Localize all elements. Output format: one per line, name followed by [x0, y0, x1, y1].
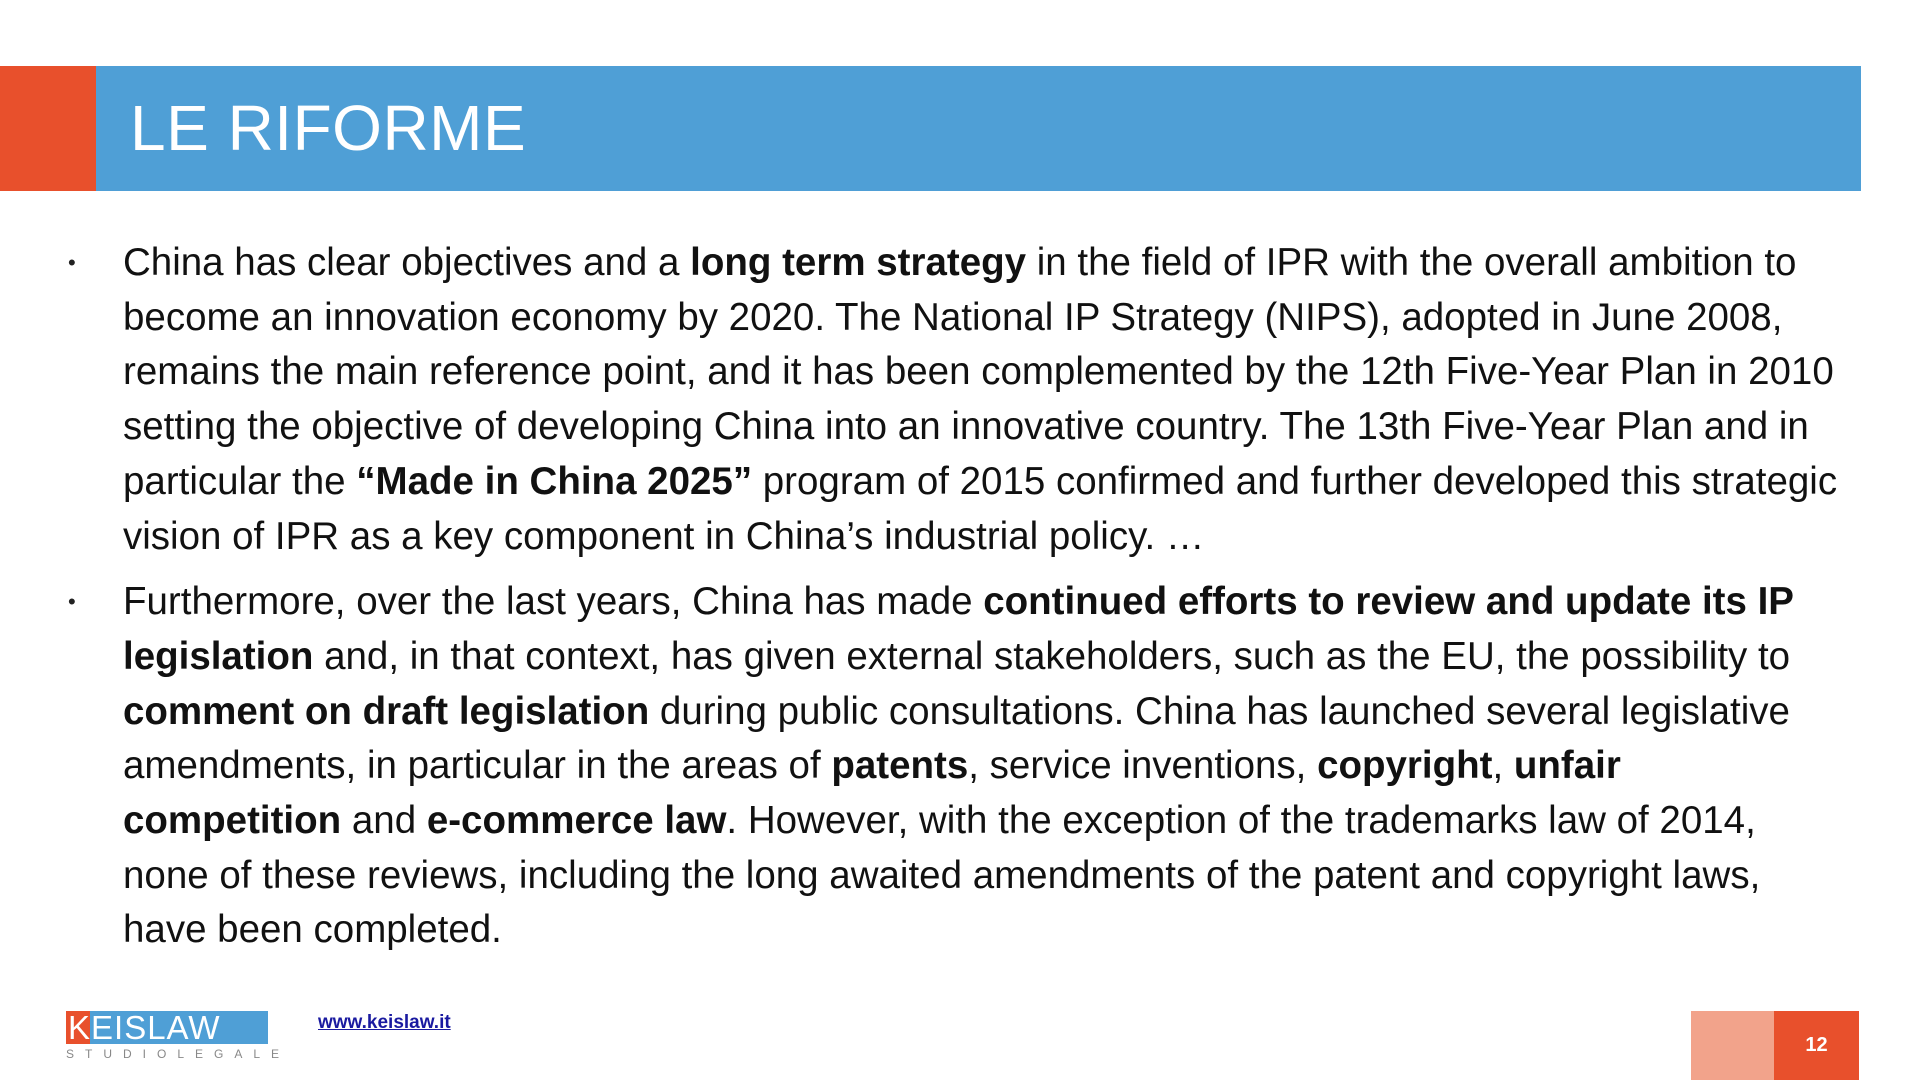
text-run: Furthermore, over the last years, China has made [123, 580, 984, 624]
bold-phrase: unfair competition [123, 744, 1621, 843]
website-link[interactable]: www.keislaw.it [318, 1012, 451, 1033]
page-box-light [1691, 1011, 1774, 1080]
text-run: , service inventions, [968, 744, 1318, 788]
bullet-text [123, 241, 1837, 558]
bold-phrase: e-commerce law [426, 799, 727, 843]
keislaw-logo [66, 1009, 291, 1061]
bullet-item [68, 575, 1848, 958]
bullet-list [68, 236, 1848, 969]
bold-phrase: comment on draft legislation [123, 689, 650, 733]
bullet-text [123, 580, 1793, 951]
title-bar [0, 66, 1861, 191]
bullet-marker: • [68, 589, 76, 615]
slide-title: LE RIFORME [130, 92, 527, 164]
bold-phrase: long term strategy [690, 241, 1027, 284]
text-run: China has clear objectives and a [123, 241, 691, 284]
text-run: , [1492, 744, 1514, 788]
logo-subtext: STUDIOLEGALE [66, 1047, 291, 1061]
logo-text: KEISLAW [68, 1009, 221, 1046]
text-run: and [341, 799, 427, 843]
text-run: program of 2015 confirmed and further developed this strategic vision of IPR as a key component in China’s industrial policy. … [123, 459, 1838, 558]
page-number: 12 [1805, 1034, 1828, 1056]
page-number-box [1691, 1011, 1859, 1080]
bullet-marker: • [68, 250, 76, 275]
bold-phrase: copyright [1317, 744, 1493, 788]
bold-phrase: “Made in China 2025” [356, 459, 753, 503]
bullet-item [68, 236, 1848, 564]
bold-phrase: continued efforts to review and update its IP legislation [123, 580, 1794, 678]
text-run: and, in that context, has given external stakeholders, such as the EU, the possibility to [313, 634, 1791, 678]
text-run: in the field of IPR with the overall ambition to become an innovation economy by 2020. The National IP Strategy (NIPS), adopted in June 2008, remains the main reference point, and it has been complemented by the 12th Five-Year Plan in 2010 setting the objective of developing China into an innovative country. The 13th Five-Year Plan and in particular the [123, 241, 1834, 503]
text-run: during public consultations. China has launched several legislative amendments, in particular in the areas of [123, 689, 1790, 788]
bold-phrase: patents [831, 744, 969, 788]
title-accent-block [0, 66, 96, 191]
title-band [96, 66, 1861, 191]
text-run: . However, with the exception of the trademarks law of 2014, none of these reviews, including the long awaited amendments of the patent and copyright laws, have been completed. [123, 799, 1761, 952]
